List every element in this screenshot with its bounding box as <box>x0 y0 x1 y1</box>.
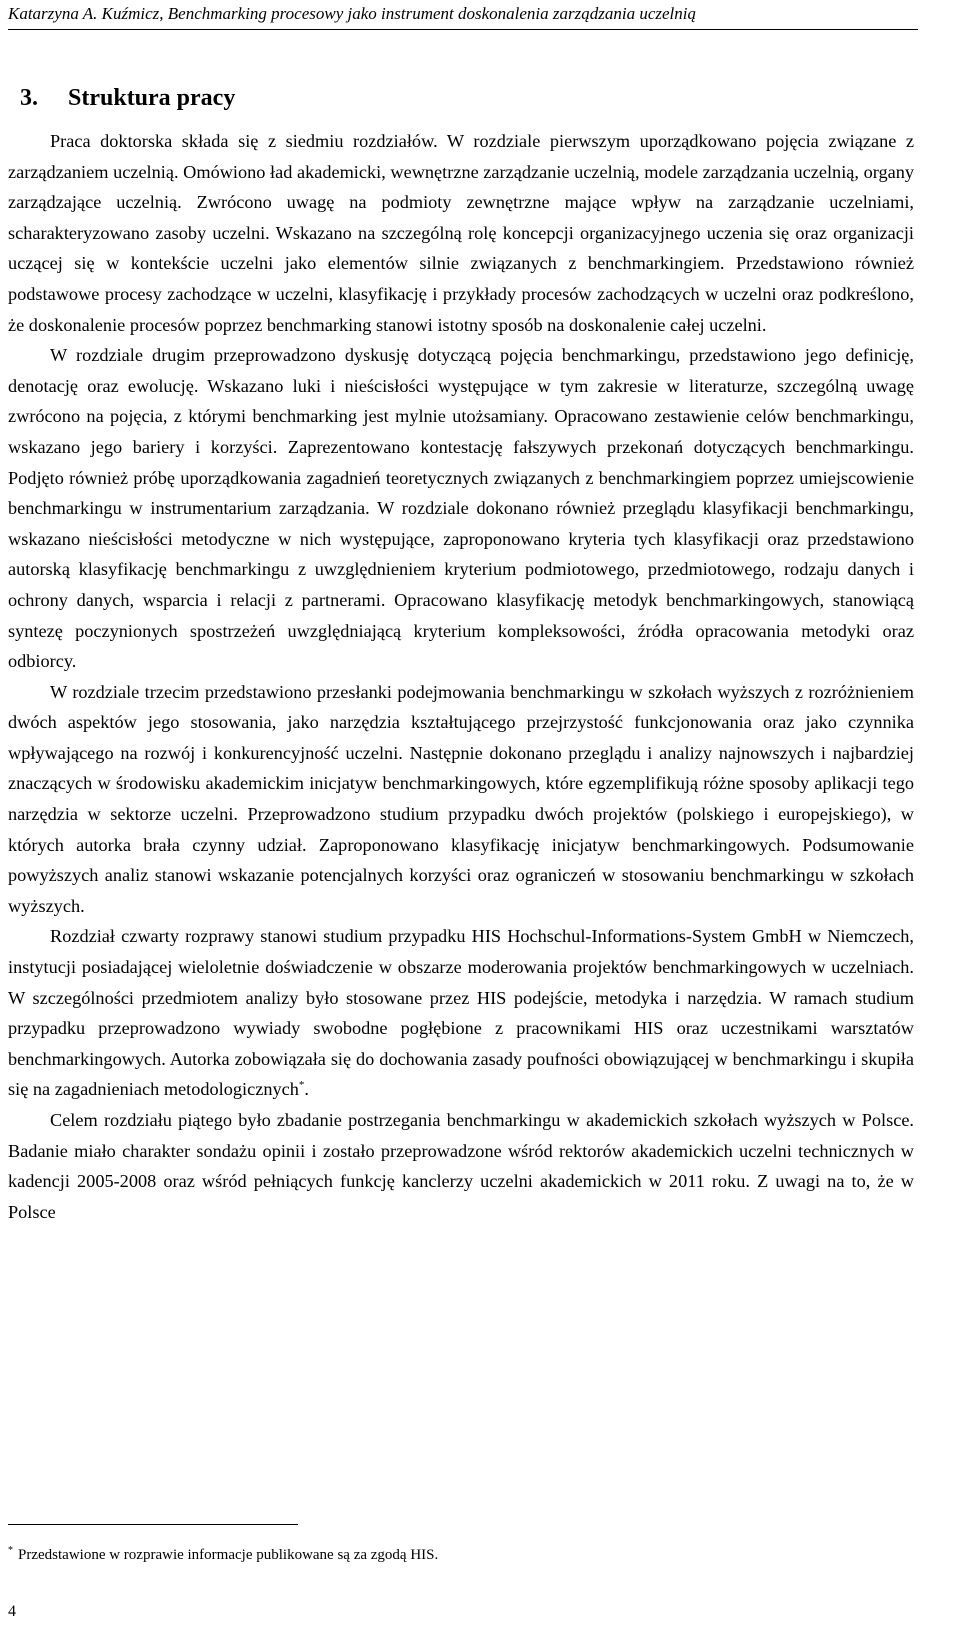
footnote-marker: * <box>8 1545 13 1556</box>
paragraph-4-end: . <box>304 1079 309 1100</box>
paragraph-1: Praca doktorska składa się z siedmiu rozdziałów. W rozdziale pierwszym uporządkowano pojęcia związane z zarządzaniem uczelnią. Omówiono ład akademicki, wewnętrzne zarządzanie uczelnią, modele zarządzania uczelnią, organy zarządzające uczelnią. Zwrócono uwagę na podmioty zewnętrzne mające wpływ na zarządzanie uczelniami, scharakteryzowano zasoby uczelni. Wskazano na szczególną rolę koncepcji organizacyjnego uczenia się oraz organizacji uczącej się w kontekście uczelni jako elementów silnie związanych z benchmarkingiem. Przedstawiono również podstawowe procesy zachodzące w uczelni, klasyfikację i przykłady procesów zachodzących w uczelni oraz podkreślono, że doskonalenie procesów poprzez benchmarking stanowi istotny sposób na doskonalenie całej uczelni. <box>8 131 914 335</box>
paragraph-4-text: Rozdział czwarty rozprawy stanowi studium przypadku HIS Hochschul-Informations-System GmbH w Niemczech, instytucji posiadającej wieloletnie doświadczenie w obszarze moderowania projektów benchmarkingowych w uczelniach. W szczególności przedmiotem analizy było stosowane przez HIS podejście, metodyka i narzędzia. W ramach studium przypadku przeprowadzono wywiady swobodne pogłębione z pracownikami HIS oraz uczestnikami warsztatów benchmarkingowych. Autorka zobowiązała się do dochowania zasady poufności obowiązującej w benchmarkingu i skupiła się na zagadnieniach metodologicznych <box>8 926 914 1100</box>
section-heading <box>20 82 235 114</box>
paragraph-2: W rozdziale drugim przeprowadzono dyskusję dotyczącą pojęcia benchmarkingu, przedstawiono jego definicję, denotację oraz ewolucję. Wskazano luki i nieścisłości występujące w tym zakresie w literaturze, szczególną uwagę zwrócono na pojęcia, z którymi benchmarking jest mylnie utożsamiany. Opracowano zestawienie celów benchmarkingu, wskazano jego bariery i korzyści. Zaprezentowano kontestację fałszywych przekonań dotyczących benchmarkingu. Podjęto również próbę uporządkowania zagadnień teoretycznych związanych z benchmarkingiem poprzez umiejscowienie benchmarkingu w instrumentarium zarządzania. W rozdziale dokonano również przeglądu klasyfikacji benchmarkingu, wskazano nieścisłości metodyczne w nich występujące, zaproponowano kryteria tych klasyfikacji oraz przedstawiono autorską klasyfikację benchmarkingu z uwzględnieniem kryterium podmiotowego, przedmiotowego, rodzaju danych i ochrony danych, wsparcia i relacji z partnerami. Opracowano klasyfikację metodyk benchmarkingowych, stanowiącą syntezę poczynionych spostrzeżeń uwzględniającą kryterium kompleksowości, źródła opracowania metodyki oraz odbiorcy. <box>8 345 914 672</box>
page-number: 4 <box>8 1603 16 1620</box>
running-header: Katarzyna A. Kuźmicz, Benchmarking procesowy jako instrument doskonalenia zarządzania uczelnią <box>8 4 696 23</box>
footnote-text: Przedstawione w rozprawie informacje publikowane są za zgodą HIS. <box>18 1547 439 1563</box>
header-divider <box>8 29 918 30</box>
section-title: Struktura pracy <box>68 85 236 111</box>
footnote <box>8 1541 908 1565</box>
footnote-divider <box>8 1524 298 1525</box>
paragraph-5: Celem rozdziału piątego było zbadanie postrzegania benchmarkingu w akademickich szkołach wyższych w Polsce. Badanie miało charakter sondażu opinii i zostało przeprowadzone wśród rektorów akademickich uczelni technicznych w kadencji 2005-2008 oraz wśród pełniących funkcję kanclerzy uczelni akademickich w 2011 roku. Z uwagi na to, że w Polsce <box>8 1110 914 1222</box>
paragraph-3: W rozdziale trzecim przedstawiono przesłanki podejmowania benchmarkingu w szkołach wyższych z rozróżnieniem dwóch aspektów jego stosowania, jako narzędzia kształtującego przejrzystość funkcjonowania oraz jako czynnika wpływającego na rozwój i konkurencyjność uczelni. Następnie dokonano przeglądu i analizy najnowszych i najbardziej znaczących w środowisku akademickim inicjatyw benchmarkingowych, które egzemplifikują różne sposoby aplikacji tego narzędzia w sektorze uczelni. Przeprowadzono studium przypadku dwóch projektów (polskiego i europejskiego), w których autorka brała czynny udział. Zaproponowano klasyfikację inicjatyw benchmarkingowych. Podsumowanie powyższych analiz stanowi wskazanie potencjalnych korzyści oraz ograniczeń w stosowaniu benchmarkingu w szkołach wyższych. <box>8 681 914 916</box>
body-text <box>8 126 914 1227</box>
paragraph-4 <box>8 921 914 1105</box>
section-number: 3. <box>20 85 38 111</box>
footnote-reference: * <box>298 1079 305 1092</box>
